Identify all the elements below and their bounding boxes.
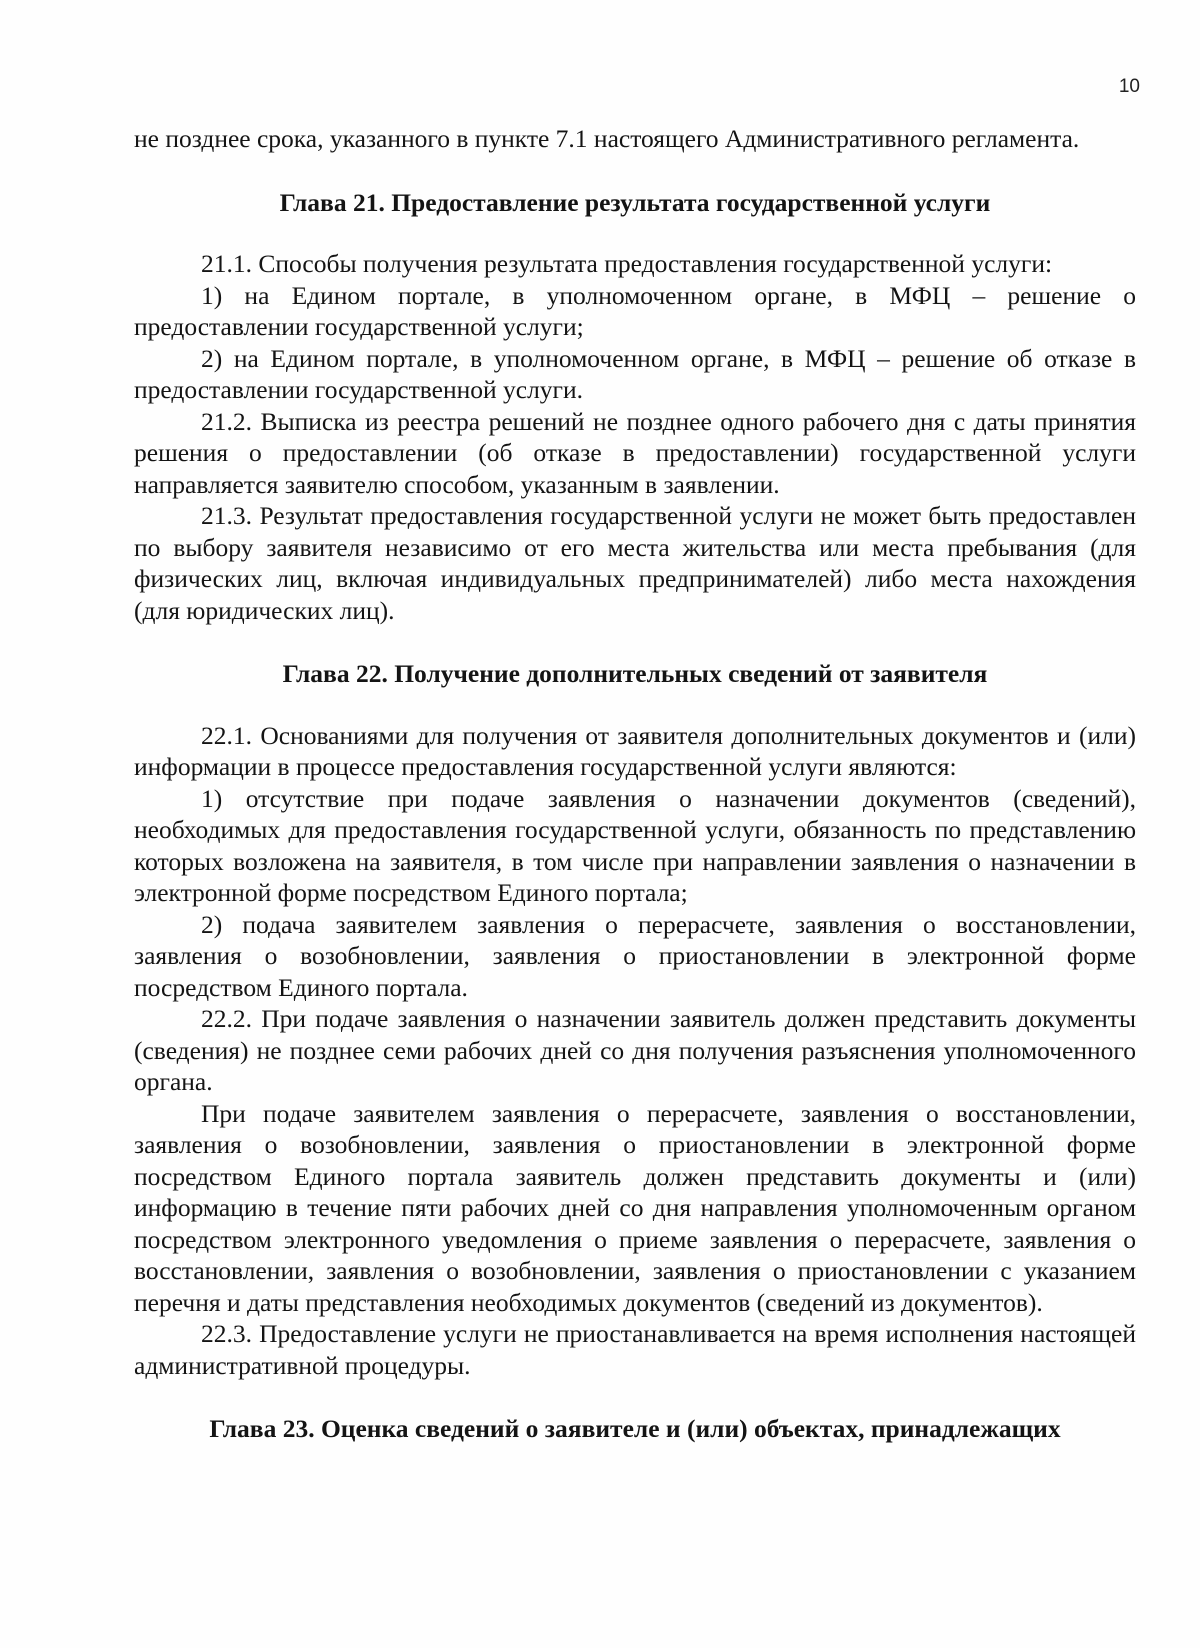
- continued-paragraph: не позднее срока, указанного в пункте 7.1 настоящего Административного регламента.: [134, 124, 1080, 153]
- chapter-23-title: Глава 23. Оценка сведений о заявителе и (или) объектах, принадлежащих: [209, 1414, 1061, 1443]
- paragraph-22-2: 22.2. При подаче заявления о назначении заявитель должен представить документы (сведения) не позднее семи рабочих дней со дня получения разъяснения уполномоченного органа.: [134, 1004, 1136, 1096]
- document-body: [134, 123, 1136, 1445]
- paragraph-21-2: 21.2. Выписка из реестра решений не позднее одного рабочего дня с даты принятия решения о предоставлении (об отказе в предоставлении) государственной услуги направляется заявителю способом, указанным в заявлении.: [134, 406, 1136, 499]
- paragraph-22-3: 22.3. Предоставление услуги не приостанавливается на время исполнения настоящей административной процедуры.: [134, 1319, 1136, 1380]
- page-number: 10: [1118, 76, 1140, 97]
- paragraph-22-1-item-1: 1) отсутствие при подаче заявления о назначении документов (сведений), необходимых для предоставления государственной услуги, обязанность по представлению которых возложена на заявителя, в том числе при направлении заявления о назначении в электронной форме посредством Единого портала;: [134, 783, 1136, 907]
- paragraph-21-1-item-1: 1) на Едином портале, в уполномоченном органе, в МФЦ – решение о предоставлении государственной услуги;: [134, 280, 1136, 341]
- paragraph-21-3: 21.3. Результат предоставления государственной услуги не может быть предоставлен по выбору заявителя независимо от его места жительства или места пребывания (для физических лиц, включая индивидуальных предпринимателей) либо места нахождения (для юридических лиц).: [134, 501, 1136, 625]
- paragraph-21-1-item-2: 2) на Едином портале, в уполномоченном органе, в МФЦ – решение об отказе в предоставлении государственной услуги.: [134, 343, 1136, 404]
- paragraph-22-1-item-2: 2) подача заявителем заявления о перерасчете, заявления о восстановлении, заявления о возобновлении, заявления о приостановлении в электронной форме посредством Единого портала.: [134, 909, 1136, 1002]
- paragraph-22-1: 22.1. Основаниями для получения от заявителя дополнительных документов и (или) информации в процессе предоставления государственной услуги являются:: [134, 720, 1136, 781]
- chapter-21-title: Глава 21. Предоставление результата государственной услуги: [279, 187, 991, 217]
- paragraph-22-2-cont: При подаче заявителем заявления о перерасчете, заявления о восстановлении, заявления о возобновлении, заявления о приостановлении в электронной форме посредством Единого портала заявитель должен представить документы и (или) информацию в течение пяти рабочих дней со дня направления уполномоченным органом посредством электронного уведомления о приеме заявления о перерасчете, заявления о восстановлении, заявления о возобновлении, заявления о приостановлении с указанием перечня и даты представления необходимых документов (сведений из документов).: [134, 1098, 1136, 1317]
- paragraph-21-1: 21.1. Способы получения результата предоставления государственной услуги:: [201, 249, 1053, 278]
- chapter-22-title: Глава 22. Получение дополнительных сведений от заявителя: [282, 659, 988, 688]
